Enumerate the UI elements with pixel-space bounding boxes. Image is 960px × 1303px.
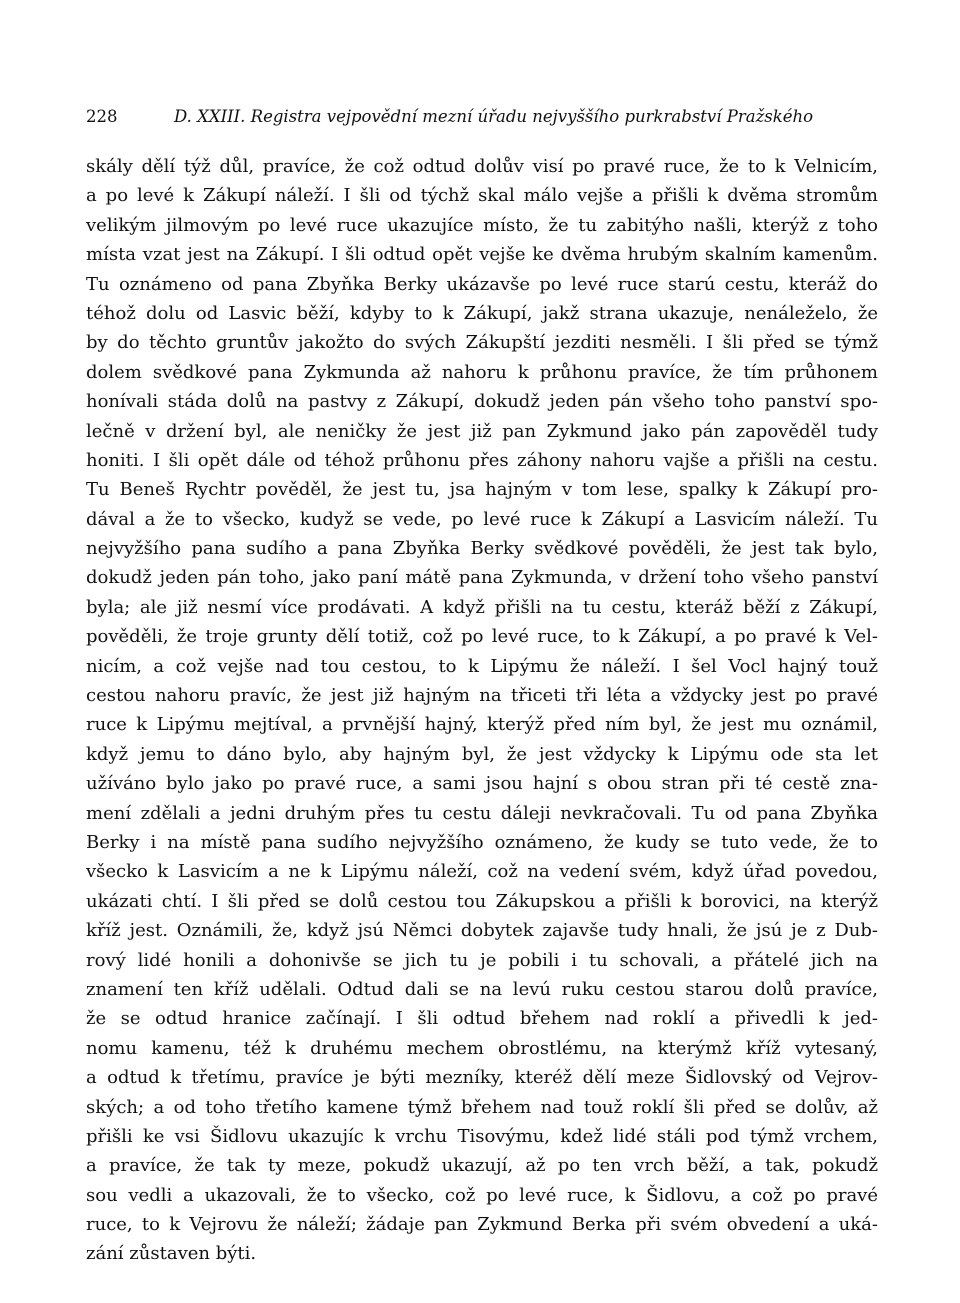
- text-line: Tu Beneš Rychtr pověděl, že jest tu, jsa hajným v tom lese, spalky k Zákupí pro-: [86, 479, 878, 501]
- text-line: sou vedli a ukazovali, že to všecko, což po levé ruce, k Šidlovu, a což po pravé: [86, 1184, 878, 1206]
- text-line: ukázati chtí. I šli před se dolů cestou tou Zákupskou a přišli k borovici, na kterýž: [86, 890, 878, 912]
- text-line: Tu oznámeno od pana Zbyňka Berky ukázavše po levé ruce starú cestu, kteráž do: [86, 273, 878, 295]
- text-line: skály dělí týž důl, pravíce, že což odtud dolův visí po pravé ruce, že to k Velnicím,: [86, 156, 878, 177]
- text-line: všecko k Lasvicím a ne k Lipýmu náleží, což na vedení svém, když úřad povedou,: [86, 861, 878, 883]
- text-line: honiti. I šli opět dále od téhož průhonu přes záhony nahoru vajše a přišli na cestu.: [86, 449, 878, 471]
- text-line: velikým jilmovým po levé ruce ukazujíce místo, že tu zabitýho našli, kterýž z toho: [86, 214, 878, 236]
- text-line: cestou nahoru pravíc, že jest již hajným na třiceti tři léta a vždycky jest po pravé: [86, 685, 878, 707]
- text-line: zání zůstaven býti.: [86, 1243, 257, 1265]
- text-line: znamení ten kříž udělali. Odtud dali se na levú ruku cestou starou dolů pravíce,: [86, 978, 878, 1000]
- text-line: ských; a od toho třetího kamene týmž břehem nad touž roklí šli před se dolův, až: [86, 1096, 878, 1118]
- text-line: nomu kamenu, též k druhému mechem obrostlému, na kterýmž kříž vytesaný,: [86, 1037, 878, 1059]
- text-line: rový lidé honili a dohonivše se jich tu je pobili i tu schovali, a přátelé jich na: [86, 949, 878, 971]
- text-line: ruce, to k Vejrovu že náleží; žádaje pan Zykmund Berka při svém obvedení a uká-: [86, 1214, 878, 1236]
- text-line: ruce k Lipýmu mejtíval, a prvnější hajný, kterýž před ním byl, že jest mu oznámil,: [86, 714, 878, 736]
- text-line: Berky i na místě pana sudího nejvyžšího oznámeno, že kudy se tuto vede, že to: [86, 831, 878, 853]
- text-line: téhož dolu od Lasvic běží, kdyby to k Zákupí, jakž strana ukazuje, nenáleželo, že: [86, 302, 878, 324]
- text-line: místa vzat jest na Zákupí. I šli odtud opět vejše ke dvěma hrubým skalním kamenům.: [86, 244, 878, 266]
- text-line: pověděli, že troje grunty dělí totiž, což po levé ruce, to k Zákupí, a po pravé k Vel-: [86, 626, 878, 648]
- text-line: kříž jest. Oznámili, že, když jsú Němci dobytek zajavše tudy hnali, že jsú je z Dub-: [86, 920, 878, 942]
- page-number: 228: [86, 107, 118, 126]
- text-line: a odtud k třetímu, pravíce je býti mezníky, kteréž dělí meze Šidlovský od Vejrov-: [86, 1067, 878, 1089]
- text-line: by do těchto gruntův jakožto do svých Zákupští jezditi nesměli. I šli před se týmž: [86, 332, 878, 354]
- text-line: a pravíce, že tak ty meze, pokudž ukazují, až po ten vrch běží, a tak, pokudž: [86, 1155, 878, 1177]
- text-line: lečně v držení byl, ale neničky že jest již pan Zykmund jako pán zapověděl tudy: [86, 420, 878, 442]
- text-line: byla; ale již nesmí více prodávati. A když přišli na tu cestu, kteráž běží z Zákupí,: [86, 596, 878, 618]
- text-line: když jemu to dáno bylo, aby hajným byl, že jest vždycky k Lipýmu ode sta let: [86, 743, 878, 765]
- text-line: nejvyžšího pana sudího a pana Zbyňka Berky svědkové pověděli, že jest tak bylo,: [86, 538, 878, 560]
- text-line: dokudž jeden pán toho, jako paní mátě pana Zykmunda, v držení toho všeho panství: [86, 567, 878, 589]
- text-line: honívali stáda dolů na pastvy z Zákupí, dokudž jeden pán všeho toho panství spo-: [86, 391, 878, 413]
- text-line: že se odtud hranice začínají. I šli odtud břehem nad roklí a přivedli k jed-: [86, 1008, 878, 1030]
- running-head: [86, 104, 886, 130]
- text-line: přišli ke vsi Šidlovu ukazujíc k vrchu Tisovýmu, kdež lidé stáli pod týmž vrchem,: [86, 1125, 878, 1147]
- text-line: mení zdělali a jedni druhým přes tu cestu dáleji nevkračovali. Tu od pana Zbyňka: [86, 802, 878, 824]
- text-line: a po levé k Zákupí náleží. I šli od týchž skal málo vejše a přišli k dvěma stromům: [86, 185, 878, 207]
- text-line: užíváno bylo jako po pravé ruce, a sami jsou hajní s obou stran při té cestě zna-: [86, 773, 878, 795]
- text-line: dolem svědkové pana Zykmunda až nahoru k průhonu pravíce, že tím průhonem: [86, 361, 878, 383]
- running-title: D. XXIII. Registra vejpovědní mezní úřadu nejvyššího purkrabství Pražského: [174, 107, 814, 126]
- text-line: nicím, a což vejše nad tou cestou, to k Lipýmu že náleží. I šel Vocl hajný touž: [86, 655, 878, 677]
- body-paragraph: [86, 152, 878, 1269]
- text-line: dával a že to všecko, kudyž se vede, po levé ruce k Zákupí a Lasvicím náleží. Tu: [86, 508, 878, 530]
